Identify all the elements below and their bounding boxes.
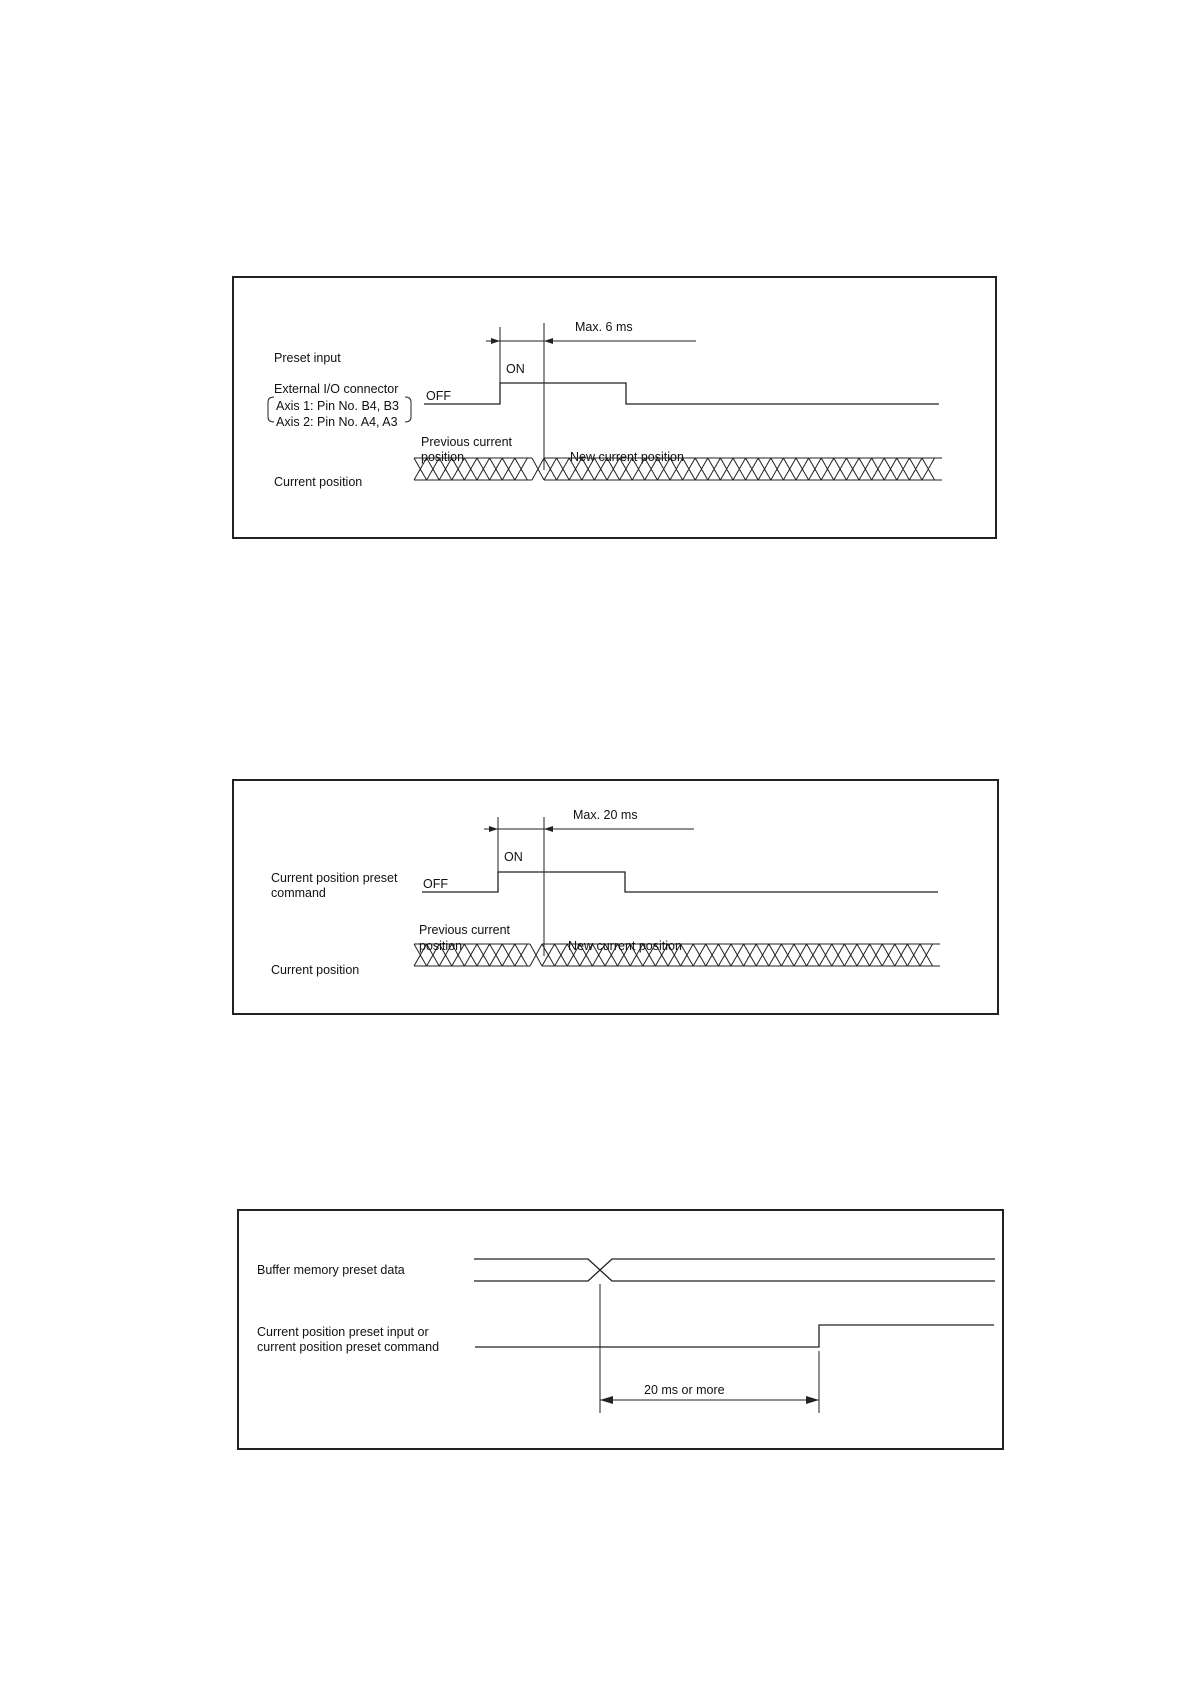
previous-position-label-line2: position <box>419 939 463 953</box>
preset-command-waveform <box>422 872 938 892</box>
on-label: ON <box>504 850 523 864</box>
dimension-arrowhead-left <box>489 826 498 832</box>
timing-diagram-buffer-memory <box>237 1209 1004 1450</box>
previous-position-label-line1: Previous current <box>421 435 513 449</box>
interval-arrowhead-right <box>806 1396 819 1404</box>
timing-diagram-preset-command <box>232 779 999 1015</box>
axis-pin-bracket-right <box>405 397 411 422</box>
dimension-arrowhead-right <box>544 338 553 344</box>
new-position-label: New current position <box>568 939 682 953</box>
preset-input-waveform <box>424 383 939 404</box>
preset-input-label-line2: current position preset command <box>257 1340 440 1354</box>
preset-command-label-line1: Current position preset <box>271 871 398 885</box>
dimension-arrowhead-left <box>491 338 500 344</box>
axis-pin-bracket-left <box>268 397 274 422</box>
axis2-pin-label: Axis 2: Pin No. A4, A3 <box>276 415 398 429</box>
max-time-label: Max. 20 ms <box>573 808 638 822</box>
interval-label: 20 ms or more <box>644 1383 725 1397</box>
buffer-data-bus-upper <box>474 1259 995 1270</box>
interval-arrowhead-left <box>600 1396 613 1404</box>
new-position-label: New current position <box>570 450 684 464</box>
dimension-arrowhead-right <box>544 826 553 832</box>
preset-command-label-line2: command <box>271 886 326 900</box>
axis1-pin-label: Axis 1: Pin No. B4, B3 <box>276 399 399 413</box>
current-position-label: Current position <box>271 963 360 977</box>
on-label: ON <box>506 362 525 376</box>
max-time-label: Max. 6 ms <box>575 320 633 334</box>
preset-input-waveform <box>475 1325 994 1347</box>
preset-input-label: Preset input <box>274 351 341 365</box>
preset-input-label-line1: Current position preset input or <box>257 1325 429 1339</box>
timing-diagram-preset-input <box>232 276 997 539</box>
buffer-data-bus-lower <box>474 1270 995 1281</box>
buffer-memory-data-label: Buffer memory preset data <box>257 1263 405 1277</box>
previous-position-label-line2: position <box>421 450 465 464</box>
off-label: OFF <box>426 389 451 403</box>
previous-position-label-line1: Previous current <box>419 923 511 937</box>
external-io-connector-label: External I/O connector <box>274 382 399 396</box>
current-position-label: Current position <box>274 475 363 489</box>
off-label: OFF <box>423 877 448 891</box>
